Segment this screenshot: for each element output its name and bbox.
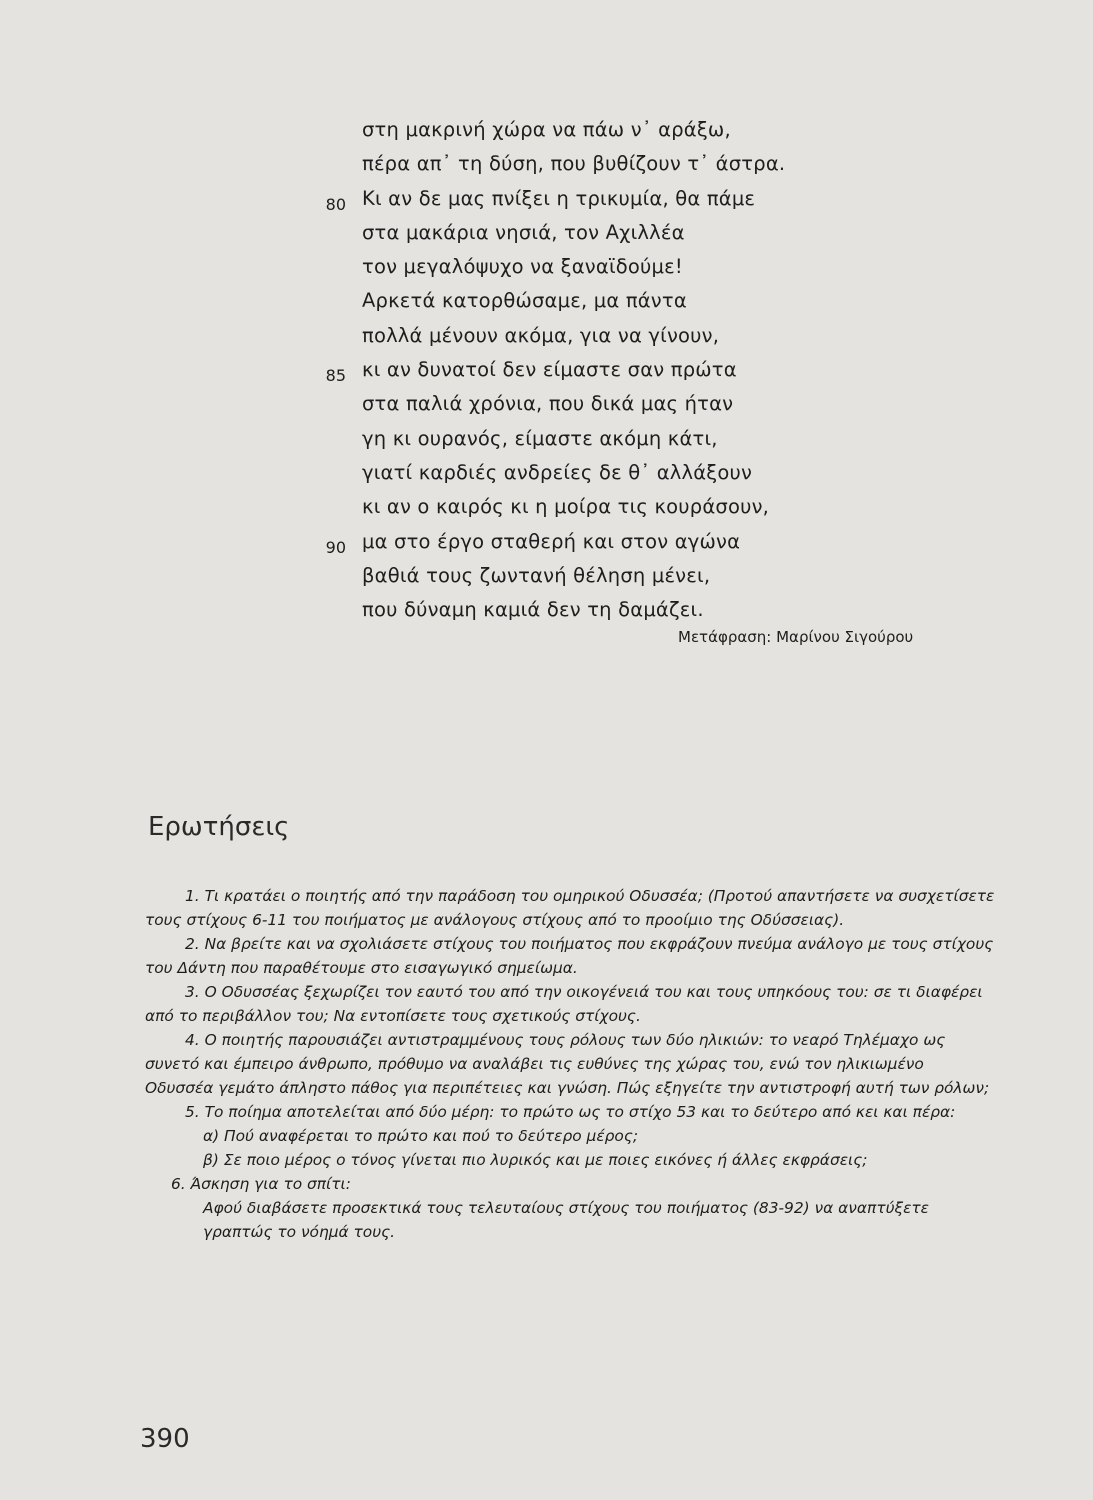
poem-line — [0, 530, 1093, 564]
verse-text: Κι αν δε μας πνίξει η τρικυμία, θα πάμε — [362, 186, 756, 210]
question-5: 5. Το ποίημα αποτελείται από δύο μέρη: το πρώτο ως το στίχο 53 και το δεύτερο από κει και πέρα: — [185, 1103, 956, 1121]
question-1: 1. Τι κρατάει ο ποιητής από την παράδοση του ομηρικού Οδυσσέα; (Προτού απαντήσετε να συσχετίσετε τους στίχους 6-11 του ποιήματος με ανάλογους στίχους από το προοίμιο της Οδύσσειας). — [145, 887, 995, 929]
translator-credit: Μετάφραση: Μαρίνου Σιγούρου — [678, 628, 914, 646]
question-6-label: 6. Άσκηση για το σπίτι: — [171, 1175, 351, 1193]
question-3: 3. Ο Οδυσσέας ξεχωρίζει τον εαυτό του από την οικογένειά του και τους υπηκόους του: σε τι διαφέρει από το περιβάλλον του; Να εντοπίσετε τους σχετικούς στίχους. — [145, 983, 983, 1025]
poem-line — [0, 564, 1093, 598]
poem-line — [0, 221, 1093, 255]
poem-line — [0, 118, 1093, 152]
verse-text: γη κι ουρανός, είμαστε ακόμη κάτι, — [362, 426, 718, 450]
verse-text: βαθιά τους ζωντανή θέληση μένει, — [362, 563, 711, 587]
poem-line — [0, 427, 1093, 461]
line-number: 90 — [325, 537, 346, 557]
poem-line — [0, 392, 1093, 426]
poem-excerpt — [0, 118, 1093, 632]
verse-text: πέρα απ᾽ τη δύση, που βυθίζουν τ᾽ άστρα. — [362, 152, 786, 176]
question-6-text: Αφού διαβάσετε προσεκτικά τους τελευταίους στίχους του ποιήματος (83-92) να αναπτύξετε γραπτώς το νόημά τους. — [203, 1199, 929, 1241]
question-5a: α) Πού αναφέρεται το πρώτο και πού το δεύτερο μέρος; — [203, 1127, 639, 1145]
question-4: 4. Ο ποιητής παρουσιάζει αντιστραμμένους τους ρόλους των δύο ηλικιών: το νεαρό Τηλέμαχο ως συνετό και έμπειρο άνθρωπο, πρόθυμο να αναλάβει τις ευθύνες της χώρας του, ενώ τον ηλικιωμένο Οδυσσέα γεμάτο άπληστο πάθος για περιπέτειες και γνώση. Πώς εξηγείτε την αντιστροφή αυτή των ρόλων; — [145, 1031, 990, 1097]
poem-line — [0, 495, 1093, 529]
poem-line — [0, 289, 1093, 323]
question-2: 2. Να βρείτε και να σχολιάσετε στίχους του ποιήματος που εκφράζουν πνεύμα ανάλογο με τους στίχους του Δάντη που παραθέτουμε στο εισαγωγικό σημείωμα. — [145, 935, 994, 977]
poem-line — [0, 358, 1093, 392]
verse-text: στα παλιά χρόνια, που δικά μας ήταν — [362, 392, 734, 416]
verse-text: κι αν ο καιρός κι η μοίρα τις κουράσουν, — [362, 495, 770, 519]
poem-line — [0, 461, 1093, 495]
questions-heading: Ερωτήσεις — [148, 812, 290, 842]
verse-text: στη μακρινή χώρα να πάω ν᾽ αράξω, — [362, 118, 731, 141]
questions-list — [145, 884, 995, 1244]
poem-line — [0, 187, 1093, 221]
verse-text: κι αν δυνατοί δεν είμαστε σαν πρώτα — [362, 358, 737, 382]
question-5b: β) Σε ποιο μέρος ο τόνος γίνεται πιο λυρικός και με ποιες εικόνες ή άλλες εκφράσεις; — [203, 1151, 868, 1169]
verse-text: πολλά μένουν ακόμα, για να γίνουν, — [362, 323, 720, 347]
poem-line — [0, 152, 1093, 186]
verse-text: στα μακάρια νησιά, τον Αχιλλέα — [362, 220, 685, 244]
verse-text: που δύναμη καμιά δεν τη δαμάζει. — [362, 598, 704, 622]
poem-line — [0, 324, 1093, 358]
line-number: 85 — [325, 366, 346, 386]
verse-text: τον μεγαλόψυχο να ξαναϊδούμε! — [362, 255, 683, 279]
poem-line — [0, 255, 1093, 289]
poem-line — [0, 598, 1093, 632]
page-number: 390 — [140, 1424, 190, 1454]
verse-text: γιατί καρδιές ανδρείες δε θ᾽ αλλάξουν — [362, 460, 753, 484]
verse-text: Αρκετά κατορθώσαμε, μα πάντα — [362, 289, 687, 313]
line-number: 80 — [325, 194, 346, 214]
verse-text: μα στο έργο σταθερή και στον αγώνα — [362, 529, 741, 553]
